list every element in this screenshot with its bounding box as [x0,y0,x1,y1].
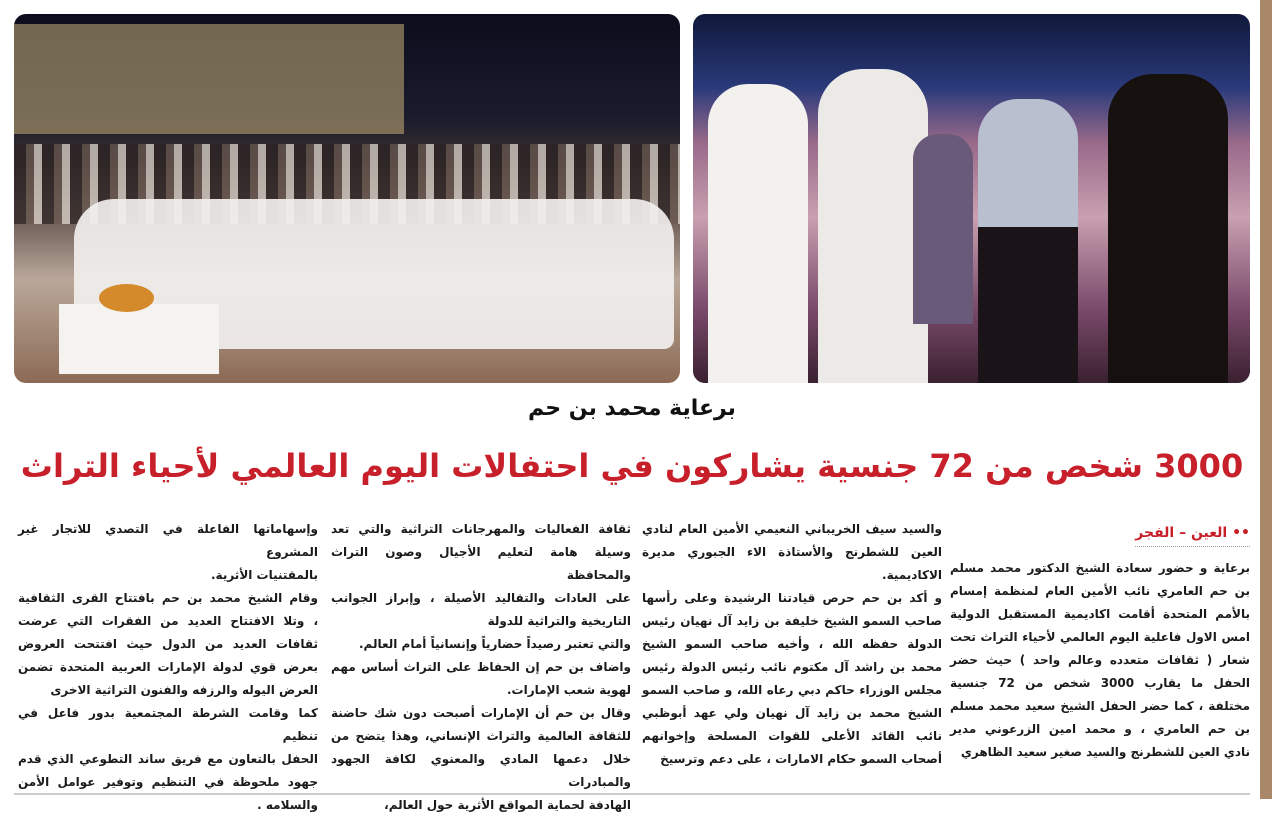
article-text-line: لهوية شعب الإمارات. [507,683,631,697]
article-kicker: برعاية محمد بن حم [528,396,736,421]
person-white-robe-1 [708,84,808,383]
article-text-line: خلال دعمها المادي والمعنوي لكافة الجهود والمبادرات [331,752,631,789]
bottom-rule [14,793,1250,795]
person-white-robe-2 [818,69,928,383]
page-edge-strip [1260,0,1272,799]
article-text-line: بالأمم المتحدة أقامت اكاديمية المستقبل الدولية [950,607,1250,621]
article-text-line: العين للشطرنج والأستاذة الاء الجبوري مديرة [642,545,942,559]
article-text-line: والتي تعتبر رصيداً حضارياً وإنسانياً أمام العالم. [359,637,631,651]
article-text-line: مختلفة ، كما حضر الحفل الشيخ سعيد محمد مسلم [950,699,1250,713]
article-text-line: للثقافة العالمية والتراث الإنساني، وهذا يتضح من [331,729,631,743]
article-text-line: أصحاب السمو حكام الامارات ، على دعم وترسيخ [660,752,942,766]
article-text-line: نائب القائد الأعلى للقوات المسلحة وإخوانهم [642,729,942,743]
article-text-line: الاكاديمية. [882,568,942,582]
article-text-line: محمد بن راشد آل مكتوم نائب رئيس الدولة رئيس [642,660,942,674]
article-text-line: نادي العين للشطرنج والسيد صغير سعيد الظاهري [960,745,1250,759]
article-text-line: الهادفة لحماية المواقع الأثرية حول العالم، [384,798,631,812]
article-text-line: و أكد بن حم حرص قيادتنا الرشيدة وعلى رأسها [642,591,942,605]
article-text-line: والسيد سيف الخريباني النعيمي الأمين العام لنادي [642,522,942,536]
article-text-line: كما وقامت الشرطة المجتمعية بدور فاعل في تنظيم [18,706,318,743]
article-text-line: واضاف بن حم إن الحفاظ على التراث أساس مهم [331,660,631,674]
person-dark-robe [1108,74,1228,383]
article-text-line: والسلامه . [257,798,318,812]
article-text-line: ، وتلا الافتتاح العديد من الفقرات التي عرضت [18,614,318,628]
article-text-line: الحفل ما يقارب 3000 شخص من 72 جنسية [950,676,1250,690]
article-text-line: بن حم العامري ، و محمد امين الزرعوني مدير [950,722,1250,736]
article-column-2 [642,518,942,771]
table [59,304,219,374]
article-text-line: على العادات والتقاليد الأصيلة ، وإبراز الجوانب [331,591,631,605]
article-text-line: وسيلة هامة لتعليم الأجيال وصون التراث والمحافظة [331,545,631,582]
article-text-line: بالمقتنيات الأثرية. [211,568,318,582]
article-text-line: بعرض قوي لدولة الإمارات العربية المتحدة تضمن [18,660,318,674]
article-text-line: العرض اليوله والرزفه والفنون التراثية الاخرى [50,683,318,697]
article-text-line: ثقافة الفعاليات والمهرجانات التراثية والتي تعد [331,522,631,536]
person-woman [978,99,1078,383]
article-text-line: وإسهاماتها الفاعلة في التصدي للاتجار غير المشروع [18,522,318,559]
article-text-line: وقال بن حم أن الإمارات أصبحت دون شك حاضنة [331,706,631,720]
article-text-line: امس الاول فاعلية اليوم العالمي لأحياء التراث تحت [950,630,1250,644]
article-text-line: مجلس الوزراء حاكم دبي رعاه الله، و صاحب السمو [642,683,942,697]
photo-audience [14,14,680,383]
article-text-line: بن حم العامري نائب الأمين العام لمنظمة إمسام [950,584,1250,598]
building-facade [14,24,404,134]
article-text-line: التاريخية والتراثية للدولة [487,614,631,628]
article-text-line: الحفل بالتعاون مع فريق ساند التطوعي الذي قدم [18,752,318,766]
article-text-line: الدولة حفظه الله ، وأخيه صاحب السمو الشيخ [642,637,942,651]
article-text-line: جهود ملحوظة في التنظيم وتوفير عوامل الأمن [18,775,318,789]
article-column-1 [950,520,1250,764]
article-column-4 [18,518,318,817]
person-child [913,134,973,324]
article-column-3 [331,518,631,817]
article-text-line: ثقافات العديد من الدول حيث افتتحت العروض [18,637,318,651]
article-text-line: صاحب السمو الشيخ خليفة بن زايد آل نهيان رئيس [642,614,942,628]
article-text-line: وقام الشيخ محمد بن حم بافتتاح القرى الثقافية [18,591,318,605]
article-text-line: الشيخ محمد بن زايد آل نهيان ولي عهد أبوظبي [642,706,942,720]
article-text-line: شعار ( ثقافات متعدده وعالم واحد ) حيث حضر [950,653,1250,667]
dateline: •• العين – الفجر [1135,520,1250,547]
photo-award-ceremony [693,14,1250,383]
article-headline: 3000 شخص من 72 جنسية يشاركون في احتفالات اليوم العالمي لأحياء التراث [20,447,1244,485]
article-text-line: برعاية و حضور سعادة الشيخ الدكتور محمد مسلم [950,561,1250,575]
fruit-bowl [99,284,154,312]
